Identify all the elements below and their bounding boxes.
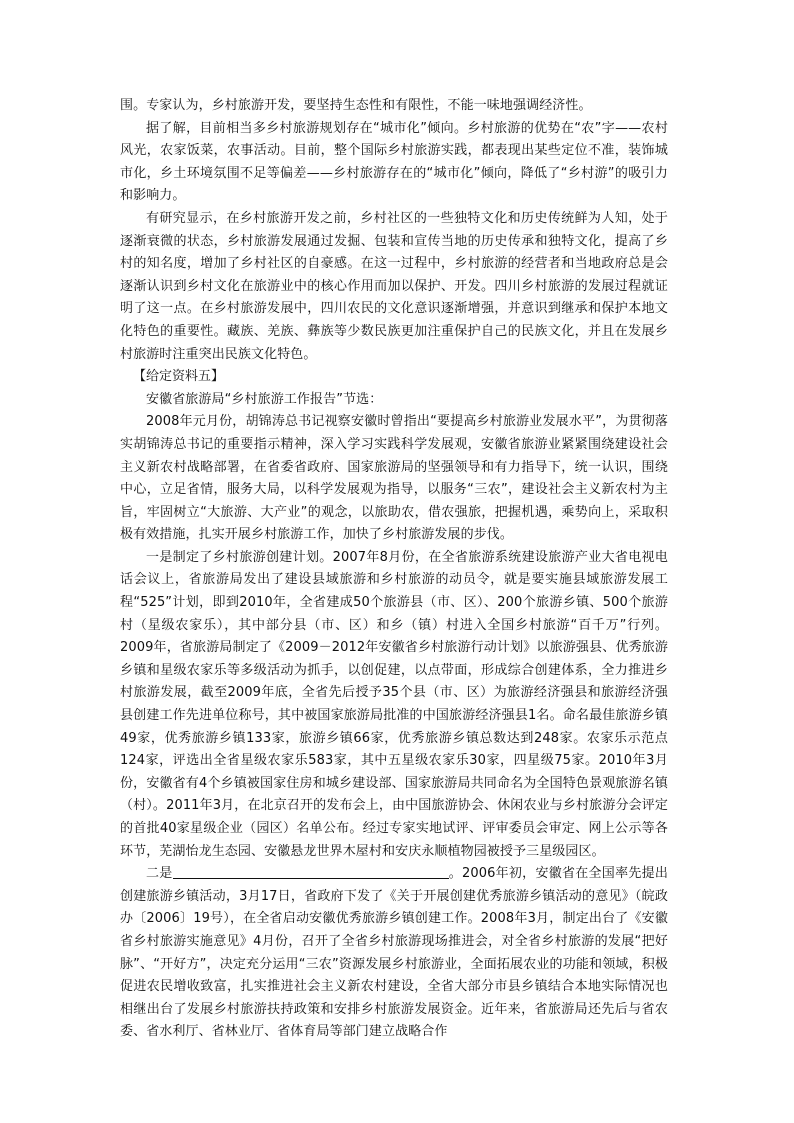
point-two-lead: 二是 <box>146 866 173 882</box>
paragraph-cultural-research: 有研究显示，在乡村旅游开发之前，乡村社区的一些独特文化和历史传统鲜为人知，处于逐渐衰微的状态，乡村旅游发展通过发掘、包装和宣传当地的历史传承和独特文化，提高了乡村的知名度，增加了乡村社区的自豪感。在这一过程中，乡村旅游的经营者和当地政府总是会逐渐认识到乡村文化在旅游业中的核心作用而加以保护、开发。四川乡村旅游的发展过程就证明了这一点。在乡村旅游发展中，四川农民的文化意识逐渐增强，并意识到继承和保护本地文化特色的重要性。藏族、羌族、彝族等少数民族更加注重保护自己的民族文化，并且在发展乡村旅游时注重突出民族文化特色。 <box>120 210 668 362</box>
paragraph-urbanization-tendency: 据了解，目前相当多乡村旅游规划存在“城市化”倾向。乡村旅游的优势在“农”字——农村风光，农家饭菜，农事活动。目前，整个国际乡村旅游实践，都表现出某些定位不准，装饰城市化，乡土环境氛围不足等偏差——乡村旅游存在的“城市化”倾向，降低了“乡村游”的吸引力和影响力。 <box>120 120 668 204</box>
paragraph-2008-instruction: 2008年元月份，胡锦涛总书记视察安徽时曾指出“要提高乡村旅游业发展水平”，为贯彻落实胡锦涛总书记的重要指示精神，深入学习实践科学发展观，安徽省旅游业紧紧围绕建设社会主义新农村战略部署，在省委省政府、国家旅游局的坚强领导和有力指导下，统一认识，围绕中心，立足省情，服务大局，以科学发展观为指导，以服务“三农”，建设社会主义新农村为主旨，牢固树立“大旅游、大产业”的观念，以旅助农，借农强旅，把握机遇，乘势向上，采取积极有效措施，扎实开展乡村旅游工作，加快了乡村旅游发展的步伐。 <box>120 414 668 543</box>
paragraph-continuation: 围。专家认为，乡村旅游开发，要坚持生态性和有限性，不能一味地强调经济性。 <box>120 98 592 113</box>
fill-in-blank-line <box>173 864 449 879</box>
document-page <box>120 95 668 1044</box>
paragraph-point-one: 一是制定了乡村旅游创建计划。2007年8月份，在全省旅游系统建设旅游产业大省电视电话会议上，省旅游局发出了建设县域旅游和乡村旅游的动员令，就是要实施县域旅游发展工程“525”计划，即到2010年，全省建成50个旅游县（市、区）、200个旅游乡镇、500个旅游村（星级农家乐），其中部分县（市、区）和乡（镇）村进入全国乡村旅游“百千万”行列。2009年，省旅游局制定了《2009－2012年安徽省乡村旅游行动计划》以旅游强县、优秀旅游乡镇和星级农家乐等多级活动为抓手，以创促建，以点带面，形成综合创建体系，全力推进乡村旅游发展，截至2009年底，全省先后授予35个县（市、区）为旅游经济强县和旅游经济强县创建工作先进单位称号，其中被国家旅游局批准的中国旅游经济强县1名。命名最佳旅游乡镇49家，优秀旅游乡镇133家，旅游乡镇66家，优秀旅游乡镇总数达到248家。农家乐示范点124家，评选出全省星级农家乐583家，其中五星级农家乐30家，四星级75家。2010年3月份，安徽省有4个乡镇被国家住房和城乡建设部、国家旅游局共同命名为全国特色景观旅游名镇（村）。2011年3月，在北京召开的发布会上，由中国旅游协会、休闲农业与乡村旅游分会评定的首批40家星级企业（园区）名单公布。经过专家实地试评、评审委员会审定、网上公示等各环节，芜湖怡龙生态园、安徽悬龙世界木屋村和安庆永顺植物园被授予三星级园区。 <box>120 549 668 859</box>
paragraph-point-two <box>120 863 668 1044</box>
section-heading-material-five: 【给定资料五】 <box>133 369 225 385</box>
point-two-text: 。2006年初，安徽省在全国率先提出创建旅游乡镇活动，3月17日，省政府下发了《关于开展创建优秀旅游乡镇活动的意见》（皖政办〔2006〕19号），在全省启动安徽优秀旅游乡镇创建工作。2008年3月，制定出台了《安徽省乡村旅游实施意见》4月份，召开了全省乡村旅游现场推进会，对全省乡村旅游的发展“把好脉”、“开好方”，决定充分运用“三农”资源发展乡村旅游业，全面拓展农业的功能和领域，积极促进农民增收致富，扎实推进社会主义新农村建设，全省大部分市县乡镇结合本地实际情况也相继出台了发展乡村旅游扶持政策和安排乡村旅游发展资金。近年来，省旅游局还先后与省农委、省水利厅、省林业厅、省体育局等部门建立战略合作 <box>120 866 668 1040</box>
paragraph-report-intro: 安徽省旅游局“乡村旅游工作报告”节选： <box>146 391 383 407</box>
